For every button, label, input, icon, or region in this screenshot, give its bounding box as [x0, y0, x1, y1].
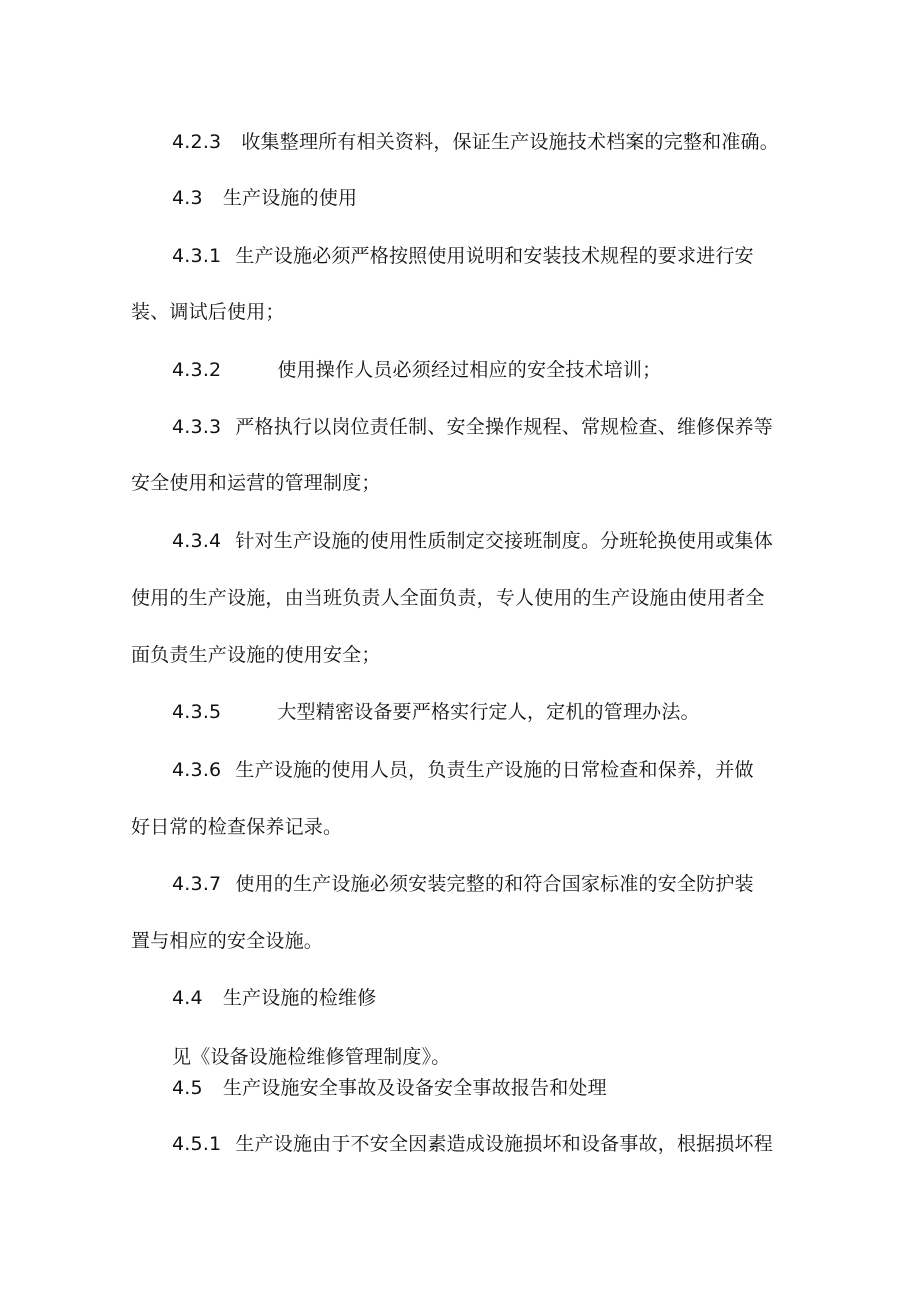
section-number: 4.3.7 — [172, 873, 222, 895]
paragraph-text: 使用的生产设施必须安装完整的和符合国家标准的安全防护装 — [235, 873, 754, 895]
reference-line: 见《设备设施检维修管理制度》。 — [172, 1046, 451, 1068]
section-number: 4.5 — [172, 1077, 203, 1099]
paragraph-text: 针对生产设施的使用性质制定交接班制度。分班轮换使用或集体 — [235, 530, 773, 552]
paragraph-text: 大型精密设备要严格实行定人，定机的管理办法。 — [277, 701, 700, 723]
paragraph-continuation: 面负责生产设施的使用安全； — [131, 644, 381, 666]
paragraph-4-2-3 — [172, 130, 779, 154]
paragraph-text: 收集整理所有相关资料，保证生产设施技术档案的完整和准确。 — [241, 131, 779, 153]
section-number: 4.4 — [172, 987, 203, 1009]
heading-text: 生产设施的检维修 — [222, 987, 377, 1009]
paragraph-4-3-7 — [172, 872, 754, 896]
heading-text: 生产设施的使用 — [222, 187, 358, 209]
heading-4-4 — [172, 986, 376, 1010]
section-number: 4.3.1 — [172, 245, 222, 267]
paragraph-continuation: 好日常的检查保养记录。 — [131, 816, 343, 838]
section-number: 4.3.6 — [172, 759, 222, 781]
heading-4-3 — [172, 186, 357, 210]
section-number: 4.3.2 — [172, 359, 222, 381]
paragraph-continuation: 置与相应的安全设施。 — [131, 930, 324, 952]
paragraph-continuation: 装、调试后使用； — [131, 301, 285, 323]
section-number: 4.3 — [172, 187, 203, 209]
section-number: 4.3.3 — [172, 416, 222, 438]
paragraph-text: 生产设施由于不安全因素造成设施损坏和设备事故，根据损坏程 — [235, 1133, 773, 1155]
paragraph-4-5-1 — [172, 1132, 773, 1156]
paragraph-4-3-6 — [172, 758, 754, 782]
paragraph-4-3-4 — [172, 529, 773, 553]
section-number: 4.5.1 — [172, 1133, 222, 1155]
paragraph-text: 严格执行以岗位责任制、安全操作规程、常规检查、维修保养等 — [235, 416, 773, 438]
section-number: 4.3.4 — [172, 530, 222, 552]
paragraph-4-3-3 — [172, 415, 773, 439]
heading-4-5 — [172, 1076, 607, 1100]
paragraph-text: 生产设施必须严格按照使用说明和安装技术规程的要求进行安 — [235, 245, 754, 267]
paragraph-continuation: 使用的生产设施，由当班负责人全面负责，专人使用的生产设施由使用者全 — [131, 587, 765, 609]
heading-text: 生产设施安全事故及设备安全事故报告和处理 — [222, 1077, 607, 1099]
paragraph-4-3-2 — [172, 358, 661, 382]
paragraph-text: 使用操作人员必须经过相应的安全技术培训； — [277, 359, 662, 381]
paragraph-4-3-1 — [172, 244, 754, 268]
paragraph-continuation: 安全使用和运营的管理制度； — [131, 472, 381, 494]
paragraph-text: 生产设施的使用人员，负责生产设施的日常检查和保养，并做 — [235, 759, 754, 781]
section-number: 4.3.5 — [172, 701, 222, 723]
section-number: 4.2.3 — [172, 131, 222, 153]
paragraph-4-3-5 — [172, 700, 700, 724]
